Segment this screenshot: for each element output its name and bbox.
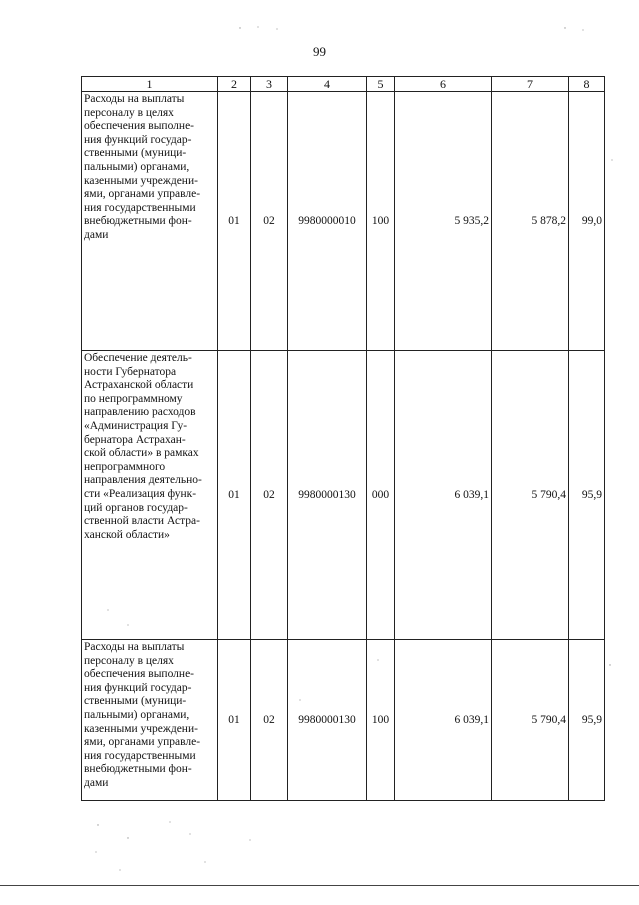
subsection-code: 02 xyxy=(251,351,288,640)
budget-table xyxy=(81,76,605,801)
subsection-code: 02 xyxy=(251,640,288,801)
row-description: Обеспечение деятель- ности Губернатора Астраханской области по непрограммному направлению расходов «Администрация Гу- бернатора Астрахан- ской области» в рамках непрограммного направления деятельно- сти «Реализация функ- ций органов государ- ственной власти Астра- ханской области» xyxy=(82,351,218,640)
header-cell-4: 4 xyxy=(288,77,367,92)
planned-amount: 6 039,1 xyxy=(395,351,492,640)
header-cell-1: 1 xyxy=(82,77,218,92)
header-cell-2: 2 xyxy=(218,77,251,92)
expense-type-code: 100 xyxy=(367,92,395,351)
expense-type-code: 100 xyxy=(367,640,395,801)
execution-percent: 99,0 xyxy=(569,92,605,351)
scan-edge-line xyxy=(0,885,639,886)
page-number: 99 xyxy=(313,44,326,59)
planned-amount: 5 935,2 xyxy=(395,92,492,351)
row-description: Расходы на выплаты персоналу в целях обеспечения выполне- ния функций государ- ственными (муници- пальными) органами, казенными учреждени- ями, органами управле- ния государственными внебюджетными фон- дами xyxy=(82,92,218,351)
target-article-code: 9980000130 xyxy=(288,351,367,640)
target-article-code: 9980000010 xyxy=(288,92,367,351)
header-cell-7: 7 xyxy=(492,77,569,92)
actual-amount: 5 790,4 xyxy=(492,640,569,801)
actual-amount: 5 878,2 xyxy=(492,92,569,351)
table-row xyxy=(82,351,605,640)
table-row xyxy=(82,640,605,801)
section-code: 01 xyxy=(218,351,251,640)
actual-amount: 5 790,4 xyxy=(492,351,569,640)
header-cell-5: 5 xyxy=(367,77,395,92)
execution-percent: 95,9 xyxy=(569,640,605,801)
planned-amount: 6 039,1 xyxy=(395,640,492,801)
header-cell-8: 8 xyxy=(569,77,605,92)
expense-type-code: 000 xyxy=(367,351,395,640)
target-article-code: 9980000130 xyxy=(288,640,367,801)
header-cell-3: 3 xyxy=(251,77,288,92)
table-header-row xyxy=(82,77,605,92)
row-description: Расходы на выплаты персоналу в целях обеспечения выполне- ния функций государ- ственными (муници- пальными) органами, казенными учреждени- ями, органами управле- ния государственными внебюджетными фон- дами xyxy=(82,640,218,801)
subsection-code: 02 xyxy=(251,92,288,351)
section-code: 01 xyxy=(218,92,251,351)
table-row xyxy=(82,92,605,351)
header-cell-6: 6 xyxy=(395,77,492,92)
execution-percent: 95,9 xyxy=(569,351,605,640)
section-code: 01 xyxy=(218,640,251,801)
